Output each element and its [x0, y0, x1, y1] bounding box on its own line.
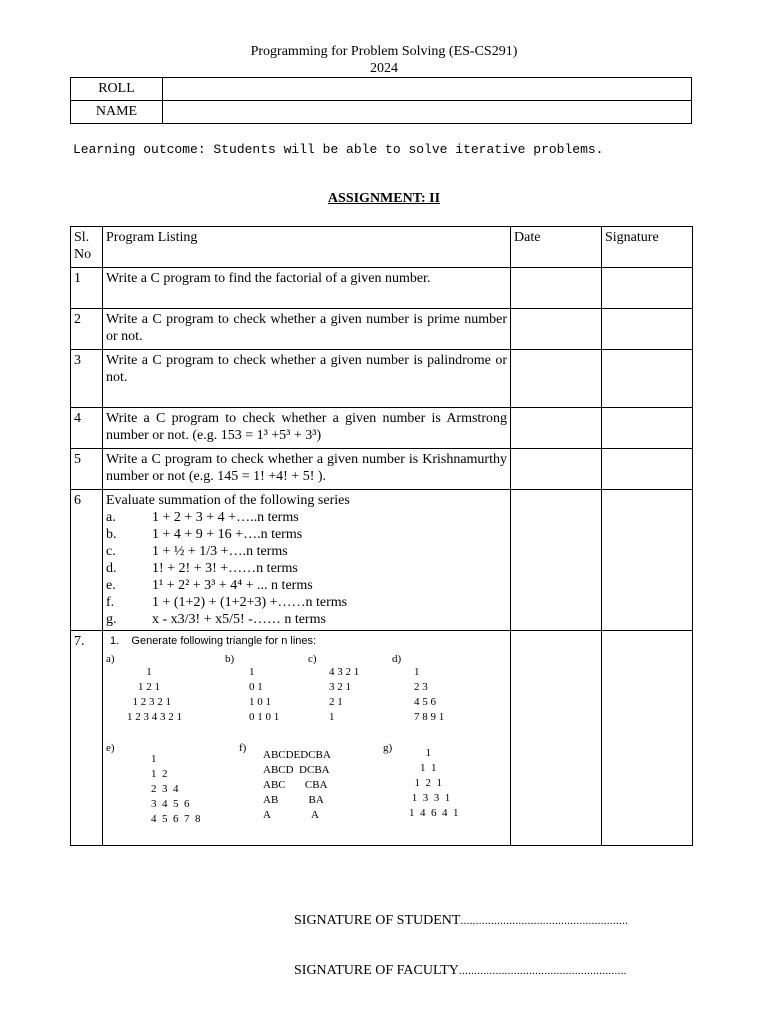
series-expression: 1 + 4 + 9 + 16 +….n terms — [152, 527, 303, 542]
row-date-cell[interactable] — [511, 268, 602, 309]
row-date-cell[interactable] — [511, 490, 602, 631]
pattern-label-b: b) — [225, 653, 235, 665]
student-info-table — [70, 77, 692, 124]
header-program-listing: Program Listing — [103, 227, 511, 268]
pattern-d: 1 2 3 4 5 6 7 8 9 1 — [414, 666, 445, 723]
row-sl: 6 — [71, 490, 103, 631]
row-sl: 4 — [71, 408, 103, 449]
row-signature-cell[interactable] — [602, 449, 693, 490]
series-title: Evaluate summation of the following series — [106, 493, 350, 508]
assignment-title: ASSIGNMENT: II — [327, 191, 441, 206]
pattern-label-a: a) — [106, 653, 115, 665]
row-program-text: Write a C program to find the factorial of a given number. — [103, 268, 511, 309]
series-expression: 1¹ + 2² + 3³ + 4⁴ + ... n terms — [152, 578, 313, 593]
row-signature-cell[interactable] — [602, 309, 693, 350]
row-date-cell[interactable] — [511, 309, 602, 350]
pattern-c: 4 3 2 1 3 2 1 2 1 1 — [329, 666, 360, 723]
row-signature-cell[interactable] — [602, 268, 693, 309]
series-item — [106, 543, 507, 560]
series-item — [106, 560, 507, 577]
row-sl: 7. — [71, 631, 103, 846]
series-cell — [103, 490, 511, 631]
series-expression: 1! + 2! + 3! +……n terms — [152, 561, 298, 576]
table-row — [71, 408, 693, 449]
row-signature-cell[interactable] — [602, 490, 693, 631]
pattern-label-d: d) — [392, 653, 402, 665]
name-label: NAME — [71, 101, 163, 124]
student-signature-dots[interactable]: ....................................................... — [460, 915, 629, 927]
series-letter: c. — [106, 544, 116, 559]
row-signature-cell[interactable] — [602, 350, 693, 408]
program-table — [70, 226, 693, 846]
pattern-label-e: e) — [106, 742, 115, 754]
row-sl: 3 — [71, 350, 103, 408]
series-letter: b. — [106, 527, 117, 542]
series-item — [106, 577, 507, 594]
faculty-signature-dots[interactable]: ....................................................... — [458, 965, 627, 977]
table-row — [71, 350, 693, 408]
student-signature-label: SIGNATURE OF STUDENT — [294, 913, 461, 928]
table-row — [71, 490, 693, 631]
series-letter: f. — [106, 595, 115, 610]
pattern-g: 1 1 1 1 2 1 1 3 3 1 1 4 6 4 1 — [409, 747, 459, 819]
table-header-row — [71, 227, 693, 268]
row-sl: 1 — [71, 268, 103, 309]
document-title: Programming for Problem Solving (ES-CS291) — [250, 44, 518, 59]
document-year: 2024 — [370, 61, 398, 76]
series-expression: x - x3/3! + x5/5! -…… n terms — [152, 612, 326, 627]
triangle-heading: 1. Generate following triangle for n lines: — [110, 635, 317, 647]
faculty-signature-label: SIGNATURE OF FACULTY — [294, 963, 459, 978]
pattern-label-f: f) — [239, 742, 247, 754]
pattern-b: 1 0 1 1 0 1 0 1 0 1 — [249, 666, 280, 723]
student-signature-line — [294, 913, 628, 929]
header-signature: Signature — [602, 227, 693, 268]
table-row — [71, 268, 693, 309]
pattern-e: 1 1 2 2 3 4 3 4 5 6 4 5 6 7 8 — [151, 753, 201, 825]
faculty-signature-line — [294, 963, 627, 979]
row-program-text: Write a C program to check whether a given number is Krishnamurthy number or not (e.g. 145 = 1! +4! + 5! ). — [103, 449, 511, 490]
row-date-cell[interactable] — [511, 408, 602, 449]
series-expression: 1 + ½ + 1/3 +….n terms — [152, 544, 288, 559]
series-expression: 1 + (1+2) + (1+2+3) +……n terms — [152, 595, 348, 610]
table-row — [71, 309, 693, 350]
series-letter: d. — [106, 561, 117, 576]
roll-label: ROLL — [71, 78, 163, 101]
series-item — [106, 509, 507, 526]
row-program-text: Write a C program to check whether a given number is prime number or not. — [103, 309, 511, 350]
pattern-label-c: c) — [308, 653, 317, 665]
pattern-f: ABCDEDCBA ABCD DCBA ABC CBA AB BA A A — [263, 749, 331, 821]
series-expression: 1 + 2 + 3 + 4 +…..n terms — [152, 510, 299, 525]
header-date: Date — [511, 227, 602, 268]
row-date-cell[interactable] — [511, 631, 602, 846]
row-program-text: Write a C program to check whether a given number is palindrome or not. — [103, 350, 511, 408]
series-letter: g. — [106, 612, 117, 627]
triangle-patterns-cell — [103, 631, 511, 846]
table-row — [71, 631, 693, 846]
pattern-a: 1 1 2 1 1 2 3 2 1 1 2 3 4 3 2 1 — [127, 666, 182, 723]
roll-field[interactable] — [163, 78, 692, 101]
row-signature-cell[interactable] — [602, 631, 693, 846]
series-item — [106, 611, 507, 628]
table-row — [71, 449, 693, 490]
pattern-label-g: g) — [383, 742, 393, 754]
row-date-cell[interactable] — [511, 449, 602, 490]
series-letter: e. — [106, 578, 116, 593]
row-program-text: Write a C program to check whether a given number is Armstrong number or not. (e.g. 153 = 1³ +5³ + 3³) — [103, 408, 511, 449]
learning-outcome: Learning outcome: Students will be able to solve iterative problems. — [73, 142, 604, 157]
series-item — [106, 594, 507, 611]
row-sl: 2 — [71, 309, 103, 350]
header-sl-no: Sl. No — [71, 227, 103, 268]
series-item — [106, 526, 507, 543]
row-date-cell[interactable] — [511, 350, 602, 408]
name-field[interactable] — [163, 101, 692, 124]
series-letter: a. — [106, 510, 116, 525]
row-sl: 5 — [71, 449, 103, 490]
row-signature-cell[interactable] — [602, 408, 693, 449]
